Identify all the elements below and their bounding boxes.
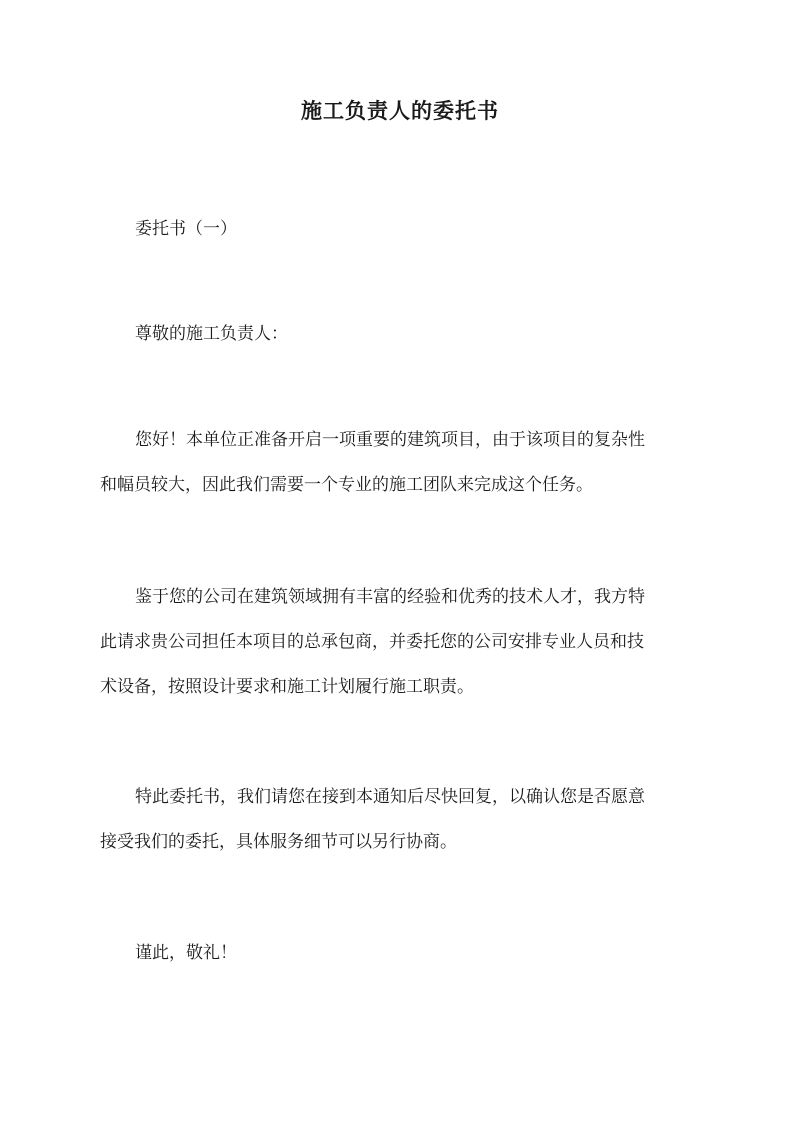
- salutation: [135, 312, 705, 357]
- closing: [135, 931, 705, 976]
- salutation-text: 尊敬的施工负责人：: [135, 324, 288, 344]
- paragraph-2-line-2: 此请求贵公司担任本项目的总承包商，并委托您的公司安排专业人员和技: [100, 632, 644, 652]
- paragraph-3: [100, 775, 705, 865]
- paragraph-2: [100, 575, 705, 710]
- paragraph-2-line-3: 术设备，按照设计要求和施工计划履行施工职责。: [100, 677, 474, 697]
- paragraph-1-line-1: 您好！本单位正准备开启一项重要的建筑项目，由于该项目的复杂性: [135, 430, 645, 450]
- section-heading: [135, 207, 705, 252]
- section-heading-text: 委托书（一）: [135, 219, 237, 239]
- paragraph-3-line-2: 接受我们的委托，具体服务细节可以另行协商。: [100, 832, 457, 852]
- paragraph-2-line-1: 鉴于您的公司在建筑领域拥有丰富的经验和优秀的技术人才，我方特: [135, 587, 645, 607]
- paragraph-1-line-2: 和幅员较大，因此我们需要一个专业的施工团队来完成这个任务。: [100, 475, 593, 495]
- closing-text: 谨此，敬礼！: [135, 943, 237, 963]
- document-title: 施工负责人的委托书: [301, 98, 499, 123]
- paragraph-3-line-1: 特此委托书，我们请您在接到本通知后尽快回复，以确认您是否愿意: [135, 787, 645, 807]
- paragraph-1: [100, 418, 705, 508]
